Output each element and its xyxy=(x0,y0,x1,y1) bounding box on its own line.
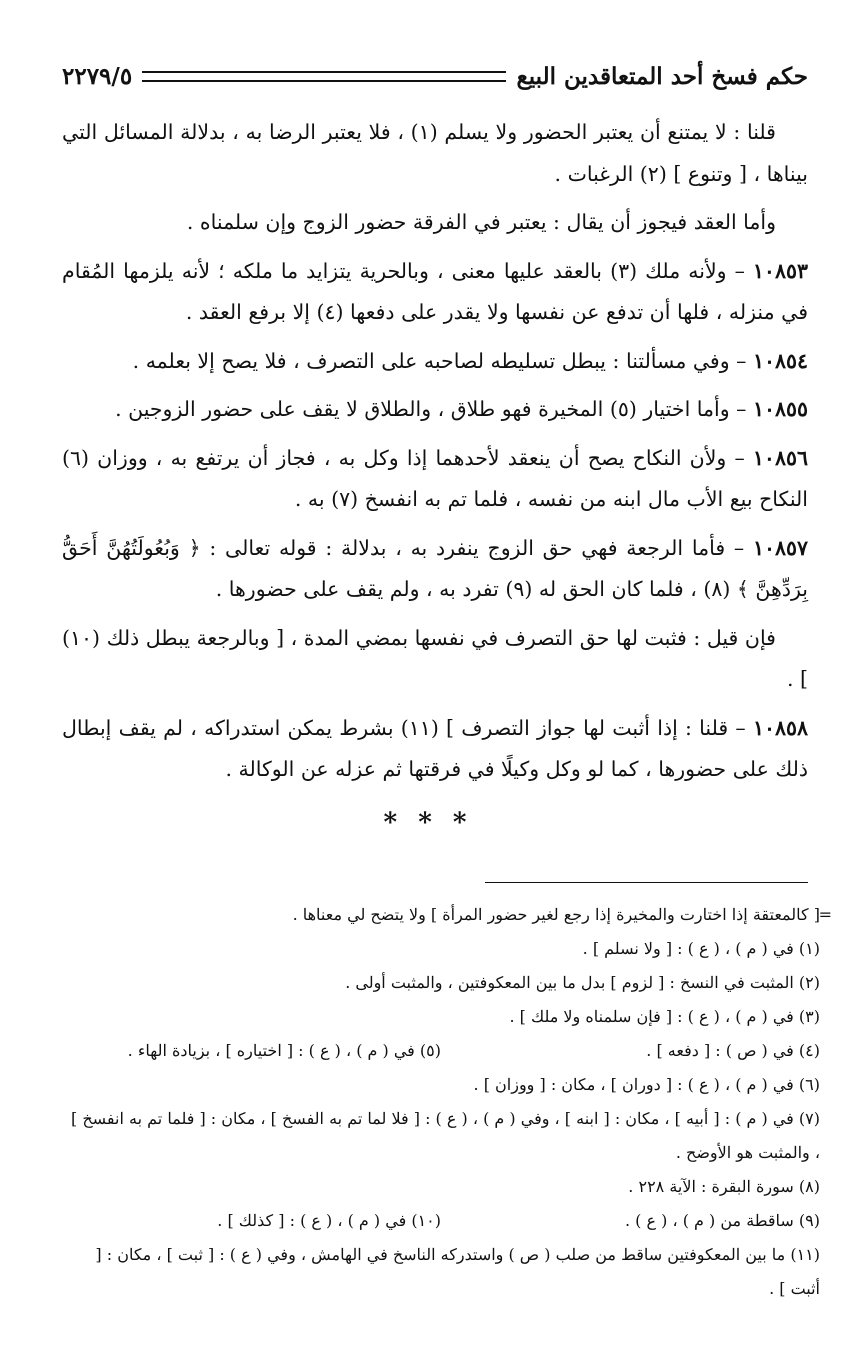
paragraph-text: – قلنا : إذا أثبت لها جواز التصرف ] (١١) بشرط يمكن استدراكه ، لم يقف إبطال ذلك على حضورها ، كما لو وكل وكيلًا في فرقتها ثم عزله عن الوكالة . xyxy=(62,715,808,781)
paragraph xyxy=(62,341,808,383)
continuation-mark: = xyxy=(818,905,832,924)
footnote-row xyxy=(62,1204,820,1238)
issue-number: ١٠٨٥٤ xyxy=(752,348,808,373)
issue-number: ١٠٨٥٨ xyxy=(752,715,808,740)
running-header xyxy=(62,58,808,94)
footnote: (١٠) في ( م ) ، ( ع ) : [ كذلك ] . xyxy=(217,1211,441,1230)
paragraph xyxy=(62,438,808,521)
paragraph-text: – وفي مسألتنا : يبطل تسليطه لصاحبه على التصرف ، فلا يصح إلا بعلمه . xyxy=(132,348,747,373)
paragraph-text: – وأما اختيار (٥) المخيرة فهو طلاق ، والطلاق لا يقف على حضور الزوجين . xyxy=(115,397,747,421)
footnote: (١) في ( م ) ، ( ع ) : [ ولا نسلم ] . xyxy=(582,939,820,958)
paragraph xyxy=(62,528,808,611)
issue-number: ١٠٨٥٦ xyxy=(752,445,808,470)
paragraph: قلنا : لا يمتنع أن يعتبر الحضور ولا يسلم (١) ، فلا يعتبر الرضا به ، بدلالة المسائل التي بيناها ، [ وتنوع ] (٢) الرغبات . xyxy=(62,120,808,186)
paragraph: فإن قيل : فثبت لها حق التصرف في نفسها بمضي المدة ، [ وبالرجعة يبطل ذلك (١٠) ] . xyxy=(62,625,808,691)
paragraph: وأما العقد فيجوز أن يقال : يعتبر في الفرقة حضور الزوج وإن سلمناه . xyxy=(186,210,776,234)
footnote-row xyxy=(62,1034,820,1068)
paragraph-text: – ولأن النكاح يصح أن ينعقد لأحدهما إذا وكل به ، فجاز أن يرتفع به ، ووزان (٦) النكاح بيع الأب مال ابنه من نفسه ، فلما تم به انفسخ (٧) به . xyxy=(62,445,808,511)
issue-number: ١٠٨٥٧ xyxy=(752,535,808,560)
footnote: (٢) المثبت في النسخ : [ لزوم ] بدل ما بين المعكوفتين ، والمثبت أولى . xyxy=(345,973,820,992)
issue-number: ١٠٨٥٣ xyxy=(752,258,808,283)
page-number: ٢٢٧٩/٥ xyxy=(62,62,133,90)
footnote-continuation: = [ كالمعتقة إذا اختارت والمخيرة إذا رجع لغير حضور المرأة ] ولا يتضح لي معناها . xyxy=(62,898,820,932)
footnote: (٩) ساقطة من ( م ) ، ( ع ) . xyxy=(625,1211,820,1230)
footnote: (٣) في ( م ) ، ( ع ) : [ فإن سلمناه ولا ملك ] . xyxy=(509,1007,820,1026)
paragraph-text: – ولأنه ملك (٣) بالعقد عليها معنى ، وبالحرية يتزايد ما ملكه ؛ لأنه يلزمها المُقام في منزله ، فلها أن تدفع عن نفسها ولا يقدر على دفعها (٤) إلا برفع العقد . xyxy=(62,258,808,324)
footnote: (١١) ما بين المعكوفتين ساقط من صلب ( ص ) واستدركه الناسخ في الهامش ، وفي ( ع ) : [ ثبت ] ، مكان : [ أثبت ] . xyxy=(95,1245,820,1298)
paragraph-text: – فأما الرجعة فهي حق الزوج ينفرد به ، بدلالة : قوله تعالى : ﴿ وَبُعُولَتُهُنَّ أَحَقُّ بِرَدِّهِنَّ ﴾ (٨) ، فلما كان الحق له (٩) تفرد به ، ولم يقف على حضورها . xyxy=(62,535,808,601)
paragraph xyxy=(62,251,808,334)
footnote: (٥) في ( م ) ، ( ع ) : [ اختياره ] ، بزيادة الهاء . xyxy=(127,1041,441,1060)
running-title: حكم فسخ أحد المتعاقدين البيع xyxy=(516,62,808,90)
footnote: (٦) في ( م ) ، ( ع ) : [ دوران ] ، مكان : [ ووزان ] . xyxy=(473,1075,820,1094)
issue-number: ١٠٨٥٥ xyxy=(752,397,808,421)
section-separator: * * * xyxy=(383,808,473,838)
header-rule xyxy=(142,71,506,82)
footnote-rule xyxy=(485,882,808,883)
footnote: (٤) في ( ص ) : [ دفعه ] . xyxy=(646,1041,820,1060)
footnotes xyxy=(62,898,832,1306)
paragraph xyxy=(62,708,808,791)
paragraph xyxy=(62,389,808,431)
footnote: (٧) في ( م ) : [ أبيه ] ، مكان : [ ابنه ] ، وفي ( م ) ، ( ع ) : [ فلا لما تم به الفسخ ] ، مكان : [ فلما تم به انفسخ ] ، والمثبت هو الأوضح . xyxy=(71,1109,820,1162)
footnote: (٨) سورة البقرة : الآية ٢٢٨ . xyxy=(628,1177,820,1196)
main-text xyxy=(62,112,808,798)
